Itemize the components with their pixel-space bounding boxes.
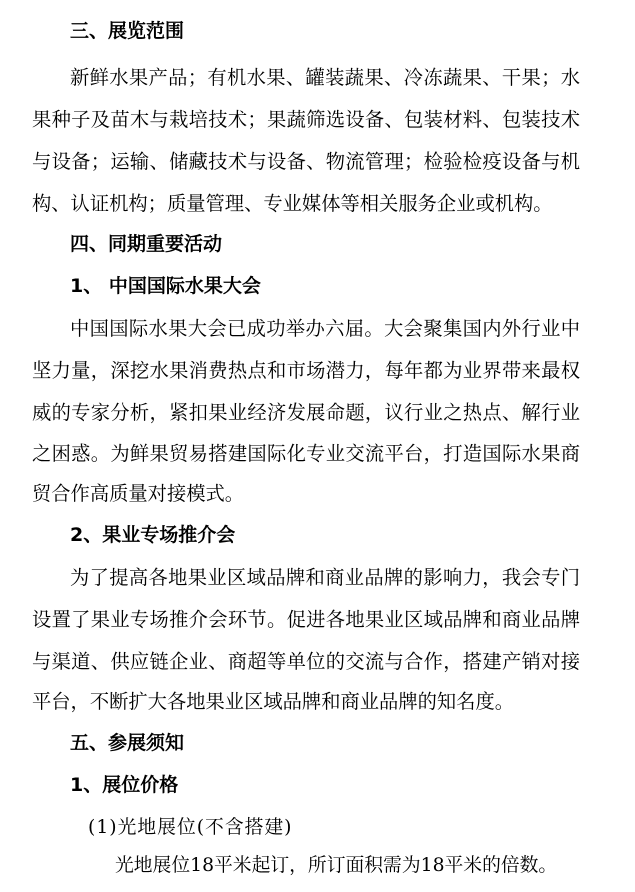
paragraph-line: 设置了果业专场推介会环节。促进各地果业区域品牌和商业品牌 bbox=[32, 608, 580, 631]
paragraph-line: 贸合作高质量对接模式。 bbox=[32, 482, 245, 505]
paragraph-line: 之困惑。为鲜果贸易搭建国际化专业交流平台，打造国际水果商 bbox=[32, 442, 580, 465]
paragraph-line: 坚力量，深挖水果消费热点和市场潜力，每年都为业界带来最权 bbox=[32, 359, 580, 382]
paragraph-line: 光地展位18平米起订，所订面积需为18平米的倍数。 bbox=[115, 855, 558, 876]
paragraph-line: 为了提高各地果业区域品牌和商业品牌的影响力，我会专门 bbox=[70, 566, 580, 589]
paragraph-line: 新鲜水果产品；有机水果、罐装蔬果、冷冻蔬果、干果；水 bbox=[70, 66, 580, 89]
subheading-raw-space-booth: (1)光地展位(不含搭建) bbox=[88, 817, 293, 838]
paragraph-line: 中国国际水果大会已成功举办六届。大会聚集国内外行业中 bbox=[70, 317, 580, 340]
section-heading-exhibit-scope: 三、展览范围 bbox=[70, 20, 185, 42]
section-heading-exhibitor-notice: 五、参展须知 bbox=[70, 732, 185, 754]
paragraph-line: 与设备；运输、储藏技术与设备、物流管理；检验检疫设备与机 bbox=[32, 150, 580, 173]
paragraph-line: 威的专家分析，紧扣果业经济发展命题，议行业之热点、解行业 bbox=[32, 401, 580, 424]
section-heading-concurrent-events: 四、同期重要活动 bbox=[70, 233, 223, 255]
paragraph-line: 构、认证机构；质量管理、专业媒体等相关服务企业或机构。 bbox=[32, 192, 553, 215]
subheading-booth-price: 1、展位价格 bbox=[70, 774, 179, 796]
paragraph-line: 与渠道、供应链企业、商超等单位的交流与合作，搭建产销对接 bbox=[32, 650, 580, 673]
subheading-fruit-conference: 1、 中国国际水果大会 bbox=[70, 275, 261, 297]
paragraph-line: 平台，不断扩大各地果业区域品牌和商业品牌的知名度。 bbox=[32, 690, 515, 713]
subheading-fruit-promotion: 2、果业专场推介会 bbox=[70, 524, 236, 546]
paragraph-line: 果种子及苗木与栽培技术；果蔬筛选设备、包装材料、包装技术 bbox=[32, 108, 580, 131]
